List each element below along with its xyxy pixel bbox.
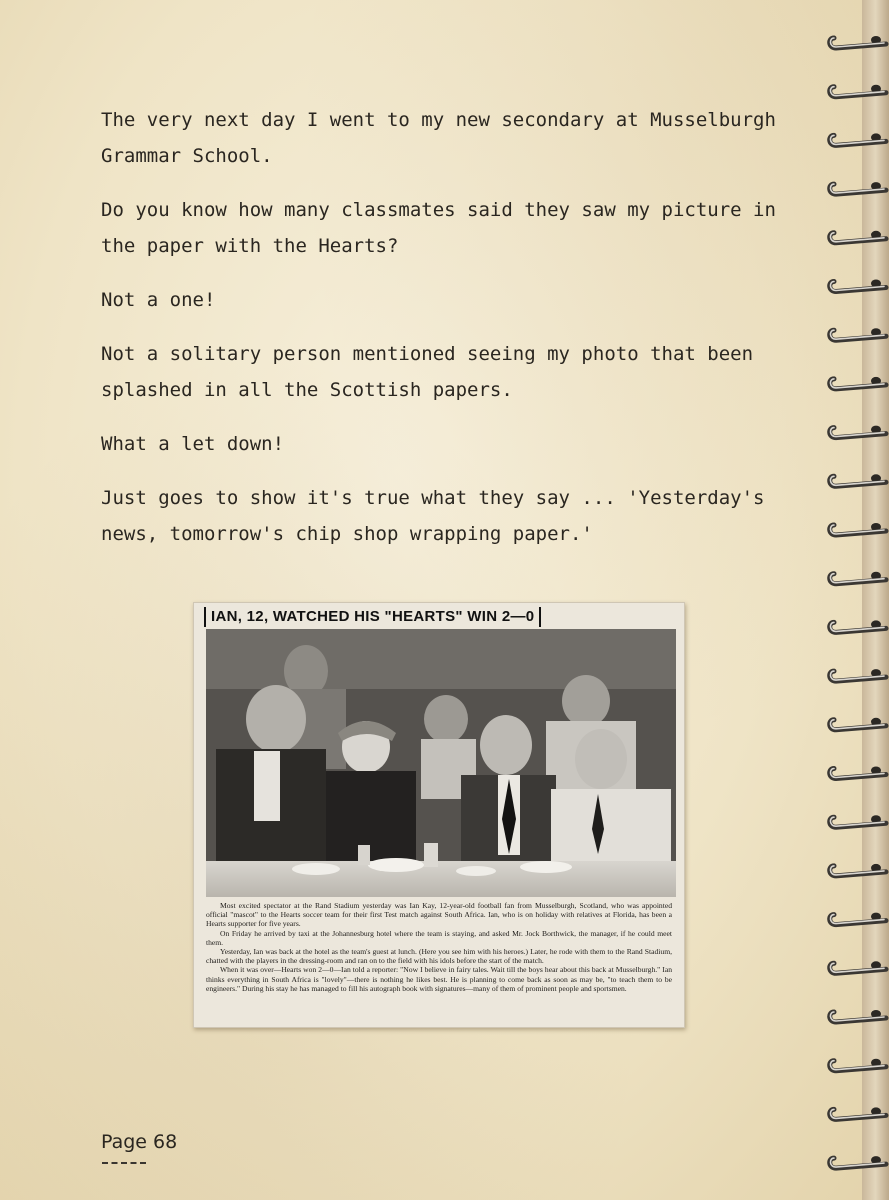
page-number-underline [102,1162,146,1164]
paragraph-4: Not a solitary person mentioned seeing my photo that been splashed in all the Scottish papers. [101,343,754,401]
spiral-coil [830,815,886,827]
paragraph-2: Do you know how many classmates said they saw my picture in the paper with the Hearts? [101,199,776,257]
spiral-coil [830,523,886,535]
spiral-coil [830,280,886,292]
spiral-coil [830,85,886,97]
spiral-coil [830,328,886,340]
caption-paragraph-1: Most excited spectator at the Rand Stadium yesterday was Ian Kay, 12-year-old football fan from Musselburgh, Scotland, who was appointed official "mascot" to the Hearts soccer team for their first Test match against South Africa. Ian, who is on holiday with relatives at Florida, has been a Hearts supporter for five years. [206,901,672,929]
paragraph-3: Not a one! [101,289,216,311]
spiral-coil [830,1010,886,1022]
spiral-coil [830,1107,886,1119]
clipping-headline: IAN, 12, WATCHED HIS "HEARTS" WIN 2—0 [204,607,541,627]
spiral-coil [830,767,886,779]
paragraph-1: The very next day I went to my new secondary at Musselburgh Grammar School. [101,109,776,167]
spiral-coil [830,1156,886,1168]
clipping-caption [206,901,672,993]
spiral-coil [830,1059,886,1071]
paragraph-5: What a let down! [101,433,285,455]
spiral-coil [830,133,886,145]
caption-paragraph-2: On Friday he arrived by taxi at the Johannesburg hotel where the team is staying, and asked Mr. Jock Borthwick, the manager, if he could meet them. [206,928,672,947]
story-text [101,102,801,570]
paragraph-6: Just goes to show it's true what they say ... 'Yesterday's news, tomorrow's chip shop wrapping paper.' [101,487,765,545]
spiral-coil [830,913,886,925]
newspaper-clipping [193,602,685,1028]
caption-paragraph-3: Yesterday, Ian was back at the hotel as the team's guest at lunch. (Here you see him with his heroes.) Later, he rode with them to the Rand Stadium, chatted with the players in the dressing-room and ran on to the field with his idols before the start of the match. [206,947,672,966]
photo-illustration [206,629,676,897]
spiral-coil [830,718,886,730]
spiral-coil [830,620,886,632]
spiral-binding [820,0,889,1200]
spiral-coil [830,474,886,486]
spiral-coil [830,377,886,389]
spiral-coil [830,669,886,681]
caption-paragraph-4: When it was over—Hearts won 2—0—Ian told a reporter: "Now I believe in fairy tales. Wait till the boys hear about this back at Musselburgh." Ian thinks everything in South Africa is "lovely"—there is nothing he likes best. He is planning to come back as soon as may be, "to teach them to be engineers." During his stay he has managed to fill his autograph book with signatures—many of them of prominent people and sportsmen. [206,965,672,993]
spiral-coil [830,231,886,243]
spiral-coil [830,426,886,438]
spiral-coil [830,961,886,973]
spiral-coil [830,36,886,48]
spiral-coil [830,864,886,876]
spiral-coil [830,182,886,194]
newspaper-photo [206,629,676,897]
spiral-coil [830,572,886,584]
page-number: Page 68 [101,1131,178,1153]
